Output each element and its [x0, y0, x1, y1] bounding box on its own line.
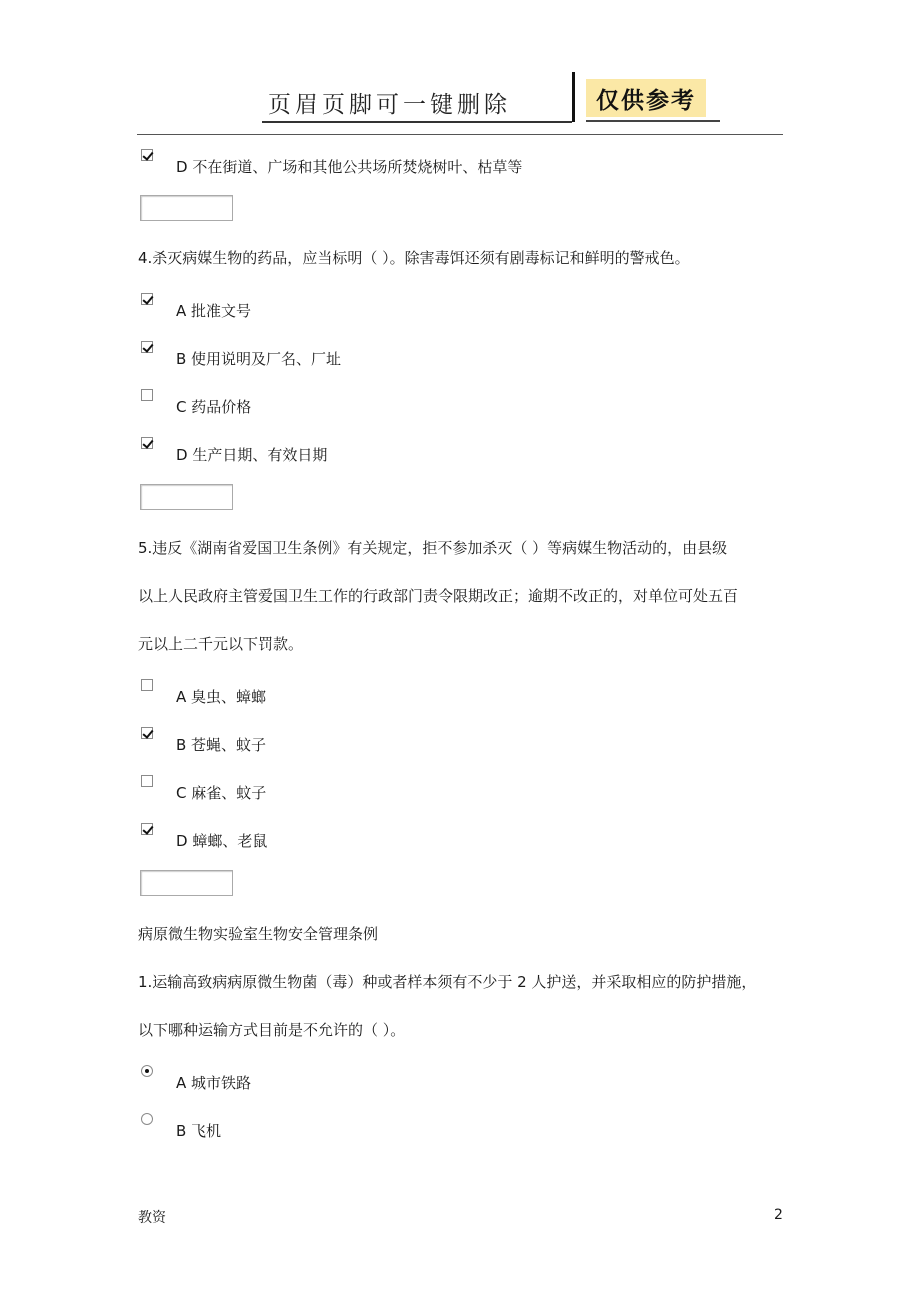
answer-input-q5[interactable]: [140, 870, 233, 896]
question-5-line-1: 5.违反《湖南省爱国卫生条例》有关规定，拒不参加杀灭（ ）等病媒生物活动的，由县级: [138, 539, 728, 557]
radio-q1-a[interactable]: [141, 1065, 153, 1077]
option-label: D 不在街道、广场和其他公共场所焚烧树叶、枯草等: [176, 158, 523, 176]
checkbox-q4-c[interactable]: [141, 389, 153, 401]
header-divider: [572, 72, 575, 122]
question-5-line-2: 以上人民政府主管爱国卫生工作的行政部门责令限期改正；逾期不改正的，对单位可处五百: [138, 587, 739, 605]
section-title: 病原微生物实验室生物安全管理条例: [138, 925, 379, 943]
header-watermark-text: 页眉页脚可一键删除: [268, 92, 511, 118]
answer-input-q3[interactable]: [140, 195, 233, 221]
option-label: B 使用说明及厂名、厂址: [176, 350, 342, 368]
option-label: D 蟑螂、老鼠: [176, 832, 268, 850]
option-label: A 批准文号: [176, 302, 252, 320]
header-badge: 仅供参考: [586, 79, 706, 117]
checkbox-q4-d[interactable]: [141, 437, 153, 449]
header-rule: [137, 134, 783, 135]
question-1-line-1: 1.运输高致病病原微生物菌（毒）种或者样本须有不少于 2 人护送，并采取相应的防护措施，: [138, 973, 757, 991]
question-4-title: 4.杀灭病媒生物的药品，应当标明（ ）。除害毒饵还须有剧毒标记和鲜明的警戒色。: [138, 249, 690, 267]
option-label: B 苍蝇、蚊子: [176, 736, 267, 754]
option-label: A 臭虫、蟑螂: [176, 688, 267, 706]
option-label: C 麻雀、蚊子: [176, 784, 267, 802]
header-underline: [262, 121, 572, 123]
footer-label: 教资: [138, 1210, 166, 1226]
checkbox-q5-c[interactable]: [141, 775, 153, 787]
option-label: D 生产日期、有效日期: [176, 446, 328, 464]
question-1-line-2: 以下哪种运输方式目前是不允许的（ ）。: [138, 1021, 406, 1039]
checkbox-q5-b[interactable]: [141, 727, 153, 739]
checkbox-q4-b[interactable]: [141, 341, 153, 353]
option-label: A 城市铁路: [176, 1074, 252, 1092]
option-label: C 药品价格: [176, 398, 252, 416]
header-badge-underline: [586, 120, 720, 122]
option-label: B 飞机: [176, 1122, 222, 1140]
answer-input-q4[interactable]: [140, 484, 233, 510]
page-number: 2: [774, 1207, 783, 1223]
checkbox-q5-d[interactable]: [141, 823, 153, 835]
checkbox-q5-a[interactable]: [141, 679, 153, 691]
radio-q1-b[interactable]: [141, 1113, 153, 1125]
question-5-line-3: 元以上二千元以下罚款。: [138, 635, 304, 653]
checkbox-q4-a[interactable]: [141, 293, 153, 305]
checkbox-top-d[interactable]: [141, 149, 153, 161]
